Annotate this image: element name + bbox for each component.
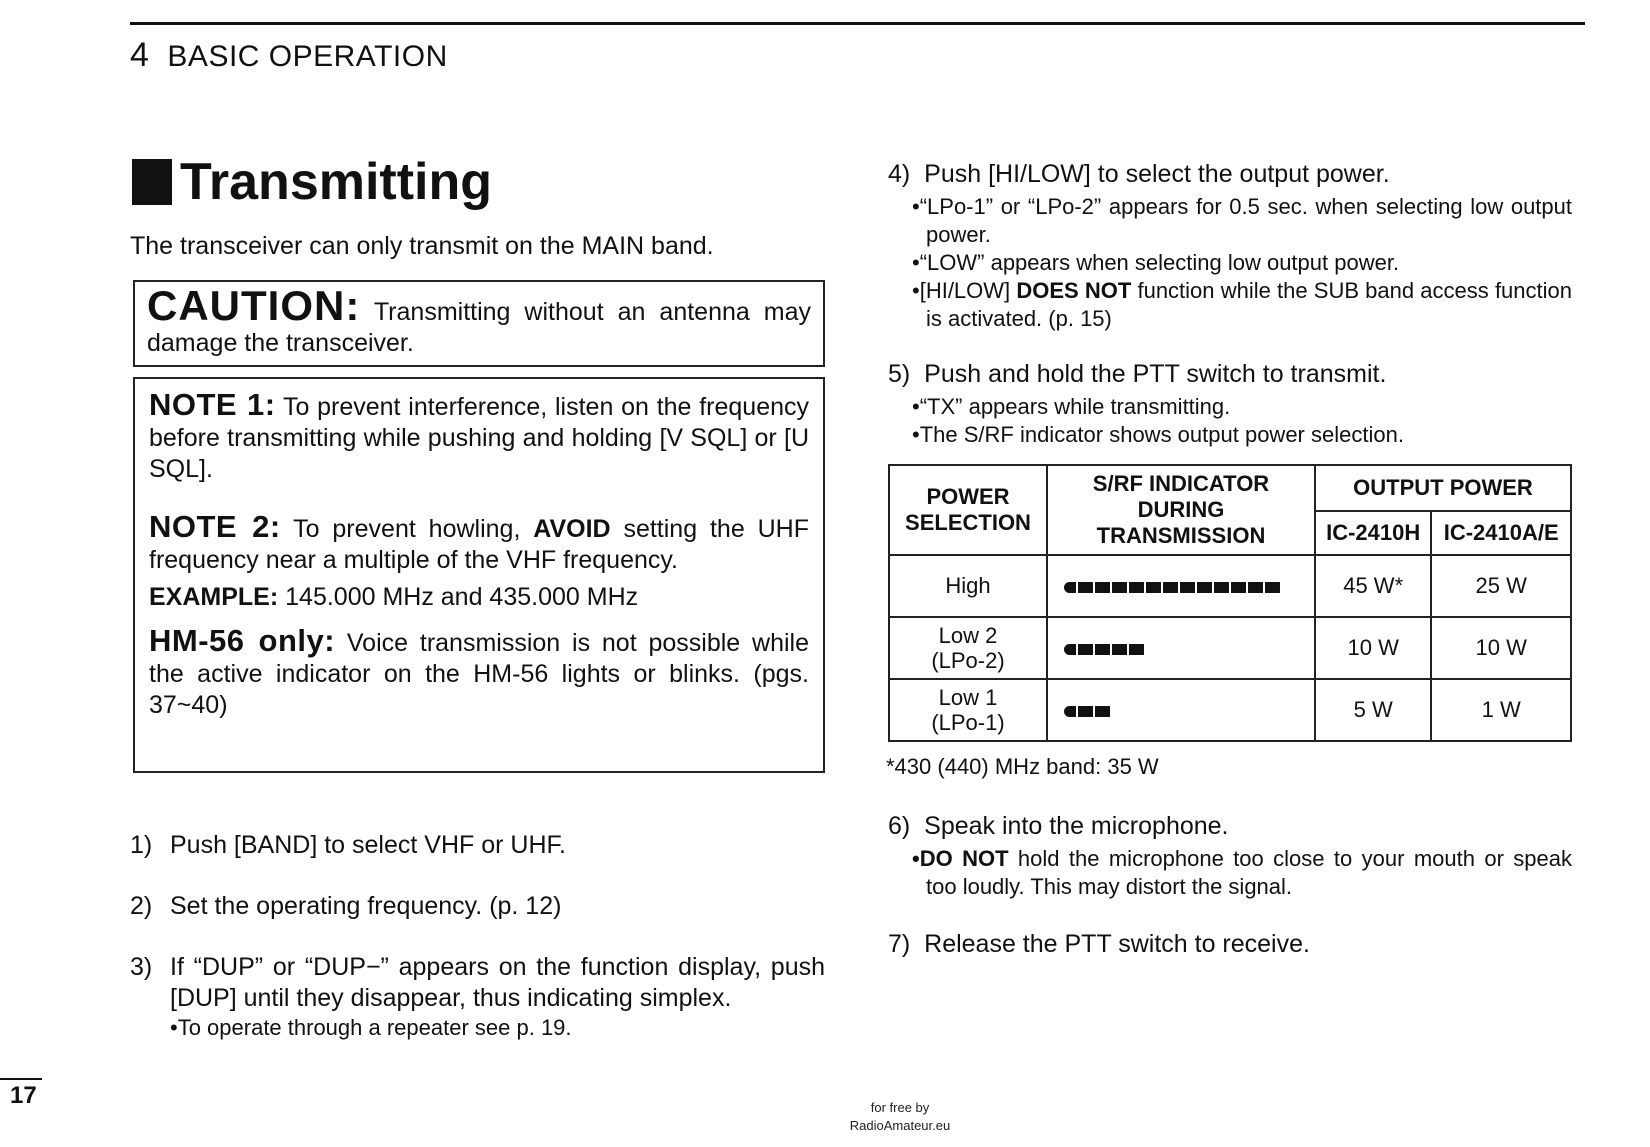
step-4 xyxy=(888,160,1572,333)
power-selection-cell xyxy=(889,555,1047,617)
meter-segment xyxy=(1265,582,1280,593)
bullet-bold: •DO NOT xyxy=(912,846,1009,871)
note-2-post: setting the UHF frequency near a multiple of the VHF frequency. xyxy=(149,515,809,574)
sr-meter-icon xyxy=(1064,582,1282,594)
note-2 xyxy=(149,511,809,576)
meter-segment xyxy=(1095,644,1110,655)
step-3-bullet: •To operate through a repeater see p. 19. xyxy=(170,1015,572,1040)
meter-segment xyxy=(1180,582,1195,593)
output-model-2: 1 W xyxy=(1431,679,1571,741)
bullet-post: hold the microphone too close to your mouth or speak too loudly. This may distort the signal. xyxy=(926,846,1572,899)
note-1 xyxy=(149,389,809,485)
sr-meter-icon xyxy=(1064,644,1146,656)
step-number: 4) xyxy=(888,160,911,188)
table-row xyxy=(889,679,1571,741)
meter-segment xyxy=(1064,644,1076,655)
example xyxy=(149,582,809,613)
step-number: 7) xyxy=(888,930,911,958)
step-text: Push [BAND] to select VHF or UHF. xyxy=(170,831,566,859)
meter-segment xyxy=(1112,582,1127,593)
example-text: 145.000 MHz and 435.000 MHz xyxy=(278,583,639,611)
step-1 xyxy=(130,830,825,861)
sr-meter-icon xyxy=(1064,706,1112,718)
meter-segment xyxy=(1231,582,1246,593)
output-model-1: 10 W xyxy=(1315,617,1431,679)
table-row xyxy=(889,617,1571,679)
notes-box xyxy=(133,377,825,773)
header-model-2: IC-2410A/E xyxy=(1431,511,1571,555)
section-title xyxy=(132,152,492,212)
output-model-1: 5 W xyxy=(1315,679,1431,741)
meter-segment xyxy=(1146,582,1161,593)
step-number: 1) xyxy=(130,831,153,859)
indicator-cell xyxy=(1047,617,1315,679)
hm56-note xyxy=(149,625,809,721)
step-6-line xyxy=(888,812,1572,841)
step-4-bullet-1: •“LPo-1” or “LPo-2” appears for 0.5 sec. when selecting low output power. xyxy=(912,194,1572,247)
meter-segment xyxy=(1064,582,1076,593)
note-2-label: NOTE 2: xyxy=(149,509,281,544)
step-text: Release the PTT switch to receive. xyxy=(924,930,1310,958)
bullet-bold: DOES NOT xyxy=(1016,278,1132,303)
intro-text: The transceiver can only transmit on the MAIN band. xyxy=(130,232,714,260)
header-indicator: S/RF INDICATOR DURING TRANSMISSION xyxy=(1047,465,1315,555)
header-output-power: OUTPUT POWER xyxy=(1315,465,1571,511)
bullet-post: function while the SUB band access function is activated. (p. 15) xyxy=(926,278,1572,331)
note-2-bold: AVOID xyxy=(533,515,611,543)
meter-segment xyxy=(1248,582,1263,593)
sel-line-2: (LPo-2) xyxy=(931,648,1005,673)
indicator-cell xyxy=(1047,679,1315,741)
footer-line-1: for free by xyxy=(870,1100,930,1115)
step-5-line xyxy=(888,360,1572,389)
example-label: EXAMPLE: xyxy=(149,583,279,611)
step-text: Set the operating frequency. (p. 12) xyxy=(170,892,562,920)
step-number: 3) xyxy=(130,953,153,981)
step-7-line xyxy=(888,930,1572,959)
meter-segment xyxy=(1129,582,1144,593)
output-model-2: 25 W xyxy=(1431,555,1571,617)
note-1-text: To prevent interference, listen on the frequency before transmitting while pushing and holding [V SQL] or [U SQL]. xyxy=(149,393,810,483)
table-row xyxy=(889,555,1571,617)
meter-segment xyxy=(1064,706,1076,717)
step-5 xyxy=(888,360,1572,449)
chapter-header xyxy=(130,36,448,75)
indicator-cell xyxy=(1047,555,1315,617)
sel-line-1: Low 2 xyxy=(938,623,998,648)
step-4-line xyxy=(888,160,1572,189)
step-number: 5) xyxy=(888,360,911,388)
step-7 xyxy=(888,930,1572,959)
page-number-rule xyxy=(0,1078,42,1080)
meter-segment xyxy=(1078,644,1093,655)
chapter-number: 4 xyxy=(130,36,150,74)
sel-line-1: Low 1 xyxy=(938,685,998,710)
step-4-bullet-2: •“LOW” appears when selecting low output power. xyxy=(912,250,1400,275)
output-model-2: 10 W xyxy=(1431,617,1571,679)
step-3 xyxy=(130,952,825,1042)
step-text: Speak into the microphone. xyxy=(924,812,1229,840)
step-text: Push and hold the PTT switch to transmit. xyxy=(924,360,1387,388)
step-5-bullet-1: •“TX” appears while transmitting. xyxy=(912,394,1231,419)
chapter-title: BASIC OPERATION xyxy=(167,40,448,73)
caution-text: Transmitting without an antenna may damage the transceiver. xyxy=(147,298,811,357)
step-text: Push [HI/LOW] to select the output power. xyxy=(924,160,1390,188)
step-5-bullet-2: •The S/RF indicator shows output power selection. xyxy=(912,422,1404,447)
step-number: 6) xyxy=(888,812,911,840)
sel-line-1: High xyxy=(945,573,991,598)
page-number: 17 xyxy=(10,1082,37,1109)
step-4-bullet-3 xyxy=(888,277,1572,333)
step-2 xyxy=(130,891,825,922)
hm56-label: HM-56 only: xyxy=(149,623,336,658)
step-6 xyxy=(888,812,1572,901)
bullet-pre: •[HI/LOW] xyxy=(912,278,1017,303)
meter-segment xyxy=(1078,582,1093,593)
meter-segment xyxy=(1095,582,1110,593)
caution-box xyxy=(133,280,825,367)
power-selection-cell xyxy=(889,679,1047,741)
meter-segment xyxy=(1163,582,1178,593)
step-6-bullet-1 xyxy=(888,845,1572,901)
output-model-1: 45 W* xyxy=(1315,555,1431,617)
meter-segment xyxy=(1112,644,1127,655)
sel-line-2: (LPo-1) xyxy=(931,710,1005,735)
power-selection-cell xyxy=(889,617,1047,679)
note-1-label: NOTE 1: xyxy=(149,387,276,422)
meter-segment xyxy=(1095,706,1110,717)
footer-line-2: RadioAmateur.eu xyxy=(849,1118,951,1133)
header-power-selection: POWER SELECTION xyxy=(889,465,1047,555)
step-text: If “DUP” or “DUP−” appears on the function display, push [DUP] until they disappear, thus indicating simplex. xyxy=(170,953,825,1012)
step-number: 2) xyxy=(130,892,153,920)
section-square-icon xyxy=(132,159,172,205)
meter-segment xyxy=(1129,644,1144,655)
meter-segment xyxy=(1214,582,1229,593)
power-table xyxy=(888,464,1572,742)
hm56-text: Voice transmission is not possible while the active indicator on the HM-56 lights or blinks. (pgs. 37~40) xyxy=(149,629,809,719)
meter-segment xyxy=(1078,706,1093,717)
meter-segment xyxy=(1197,582,1212,593)
note-2-pre: To prevent howling, xyxy=(280,515,534,543)
table-footnote: *430 (440) MHz band: 35 W xyxy=(886,754,1159,779)
top-rule xyxy=(130,22,1585,25)
section-title-text: Transmitting xyxy=(180,153,493,211)
footer xyxy=(820,1100,980,1133)
header-model-1: IC-2410H xyxy=(1315,511,1431,555)
caution-label: CAUTION: xyxy=(147,282,361,329)
